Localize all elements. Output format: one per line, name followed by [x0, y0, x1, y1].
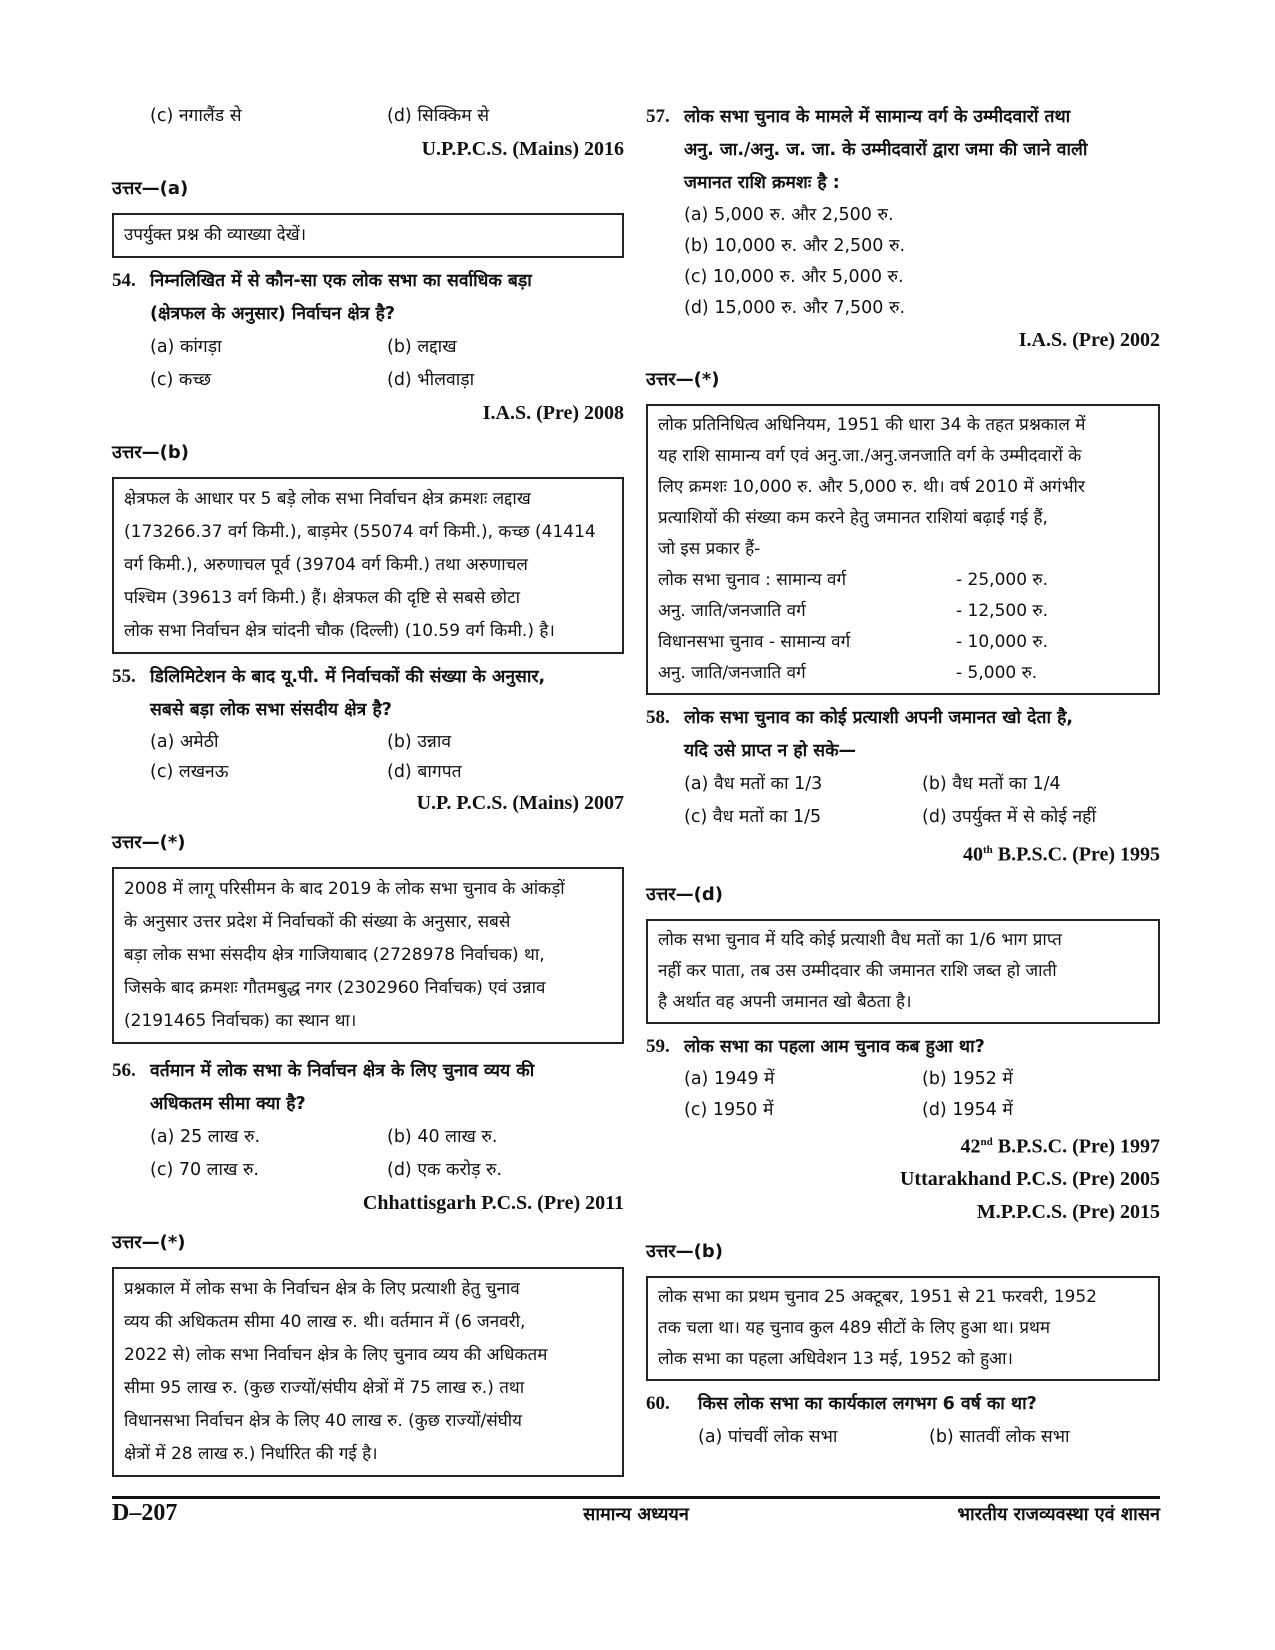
source-text: B.P.S.C. (Pre) 1997 — [992, 1135, 1160, 1158]
left-column — [112, 100, 624, 1483]
question-57 — [646, 100, 1160, 200]
explanation-line: तक चला था। यह चुनाव कुल 489 सीटों के लिए हुआ था। प्रथम — [658, 1318, 1051, 1339]
explanation-line: लोक प्रतिनिधित्व अधिनियम, 1951 की धारा 34 के तहत प्रश्नकाल में — [658, 415, 1086, 435]
explanation-line: व्यय की अधिकतम सीमा 40 लाख रु. थी। वर्तमान में (6 जनवरी, — [124, 1312, 526, 1332]
question-text: डिलिमिटेशन के बाद यू.पी. में निर्वाचकों की संख्या के अनुसार, — [150, 667, 546, 687]
explanation-line: जो इस प्रकार हैं- — [658, 539, 761, 559]
options-row — [112, 1121, 624, 1154]
explanation-box — [112, 213, 624, 258]
question-text: जमानत राशि क्रमशः है : — [684, 173, 840, 193]
deposit-row — [658, 565, 1148, 596]
explanation-box — [646, 919, 1160, 1024]
exam-source: U.P. P.C.S. (Mains) 2007 — [416, 792, 624, 814]
answer-label: उत्तर—(b) — [646, 1241, 724, 1263]
explanation-box — [646, 1276, 1160, 1381]
deposit-row — [658, 596, 1148, 627]
options-row — [112, 757, 624, 787]
option-c: (c) 70 लाख रु. — [150, 1160, 259, 1180]
option-b: (b) 1952 में — [922, 1068, 1013, 1089]
exam-source: U.P.P.C.S. (Mains) 2016 — [421, 138, 624, 160]
explanation-line: विधानसभा निर्वाचन क्षेत्र के लिए 40 लाख रु. (कुछ राज्यों/संघीय — [124, 1411, 523, 1431]
deposit-value: - 25,000 रु. — [956, 570, 1048, 590]
option-c: (c) कच्छ — [150, 370, 211, 390]
deposit-label: लोक सभा चुनाव : सामान्य वर्ग — [658, 570, 847, 590]
answer-label: उत्तर—(b) — [112, 442, 190, 463]
option-c: (c) लखनऊ — [150, 762, 229, 782]
explanation-line: 2022 से) लोक सभा निर्वाचन क्षेत्र के लिए चुनाव व्यय की अधिकतम — [124, 1345, 548, 1365]
option-a: (a) 5,000 रु. और 2,500 रु. — [684, 205, 894, 225]
source-number: 40 — [963, 843, 983, 866]
option-b: (b) लद्दाख — [387, 337, 457, 357]
option-d: (d) उपर्युक्त में से कोई नहीं — [922, 807, 1097, 827]
answer-label: उत्तर—(*) — [112, 1232, 186, 1253]
option-d: (d) एक करोड़ रु. — [387, 1160, 503, 1180]
question-text: सबसे बड़ा लोक सभा संसदीय क्षेत्र है? — [150, 700, 392, 720]
footer-chapter: भारतीय राजव्यवस्था एवं शासन — [957, 1504, 1160, 1525]
question-text: लोक सभा चुनाव का कोई प्रत्याशी अपनी जमानत खो देता है, — [684, 708, 1074, 728]
deposit-row — [658, 658, 1148, 689]
deposit-value: - 12,500 रु. — [956, 601, 1048, 621]
option-c: (c) वैध मतों का 1/5 — [684, 807, 822, 827]
exam-source: M.P.P.C.S. (Pre) 2015 — [976, 1201, 1160, 1224]
source-number: 42 — [960, 1135, 981, 1158]
deposit-label: अनु. जाति/जनजाति वर्ग — [658, 601, 806, 621]
question-number: 58. — [646, 707, 670, 728]
question-54 — [112, 264, 624, 331]
deposit-label: विधानसभा चुनाव - सामान्य वर्ग — [658, 632, 851, 652]
options-row — [646, 1064, 1160, 1095]
explanation-box — [112, 867, 624, 1044]
options-row — [112, 727, 624, 757]
question-number: 59. — [646, 1035, 670, 1057]
answer-label: उत्तर—(*) — [112, 832, 186, 853]
deposit-label: अनु. जाति/जनजाति वर्ग — [658, 663, 806, 683]
page-number: D–207 — [112, 1500, 178, 1526]
options-row — [646, 1421, 1160, 1454]
question-text: निम्नलिखित में से कौन-सा एक लोक सभा का सर्वाधिक बड़ा — [150, 271, 532, 291]
option-a: (a) वैध मतों का 1/3 — [684, 774, 823, 794]
question-number: 57. — [646, 106, 670, 127]
explanation-line: यह राशि सामान्य वर्ग एवं अनु.जा./अनु.जनजाति वर्ग के उम्मीदवारों के — [658, 446, 1082, 466]
question-number: 60. — [646, 1393, 670, 1415]
explanation-line: प्रश्नकाल में लोक सभा के निर्वाचन क्षेत्र के लिए प्रत्याशी हेतु चुनाव — [124, 1279, 520, 1299]
option-d: (d) 1954 में — [922, 1099, 1013, 1120]
source-ordinal: th — [983, 844, 993, 856]
question-number: 55. — [112, 666, 136, 687]
question-59 — [646, 1030, 1160, 1064]
option-a: (a) 1949 में — [684, 1068, 775, 1089]
explanation-box — [112, 1267, 624, 1477]
explanation-line: लोक सभा निर्वाचन क्षेत्र चांदनी चौक (दिल्ली) (10.59 वर्ग किमी.) है। — [124, 621, 555, 641]
options-row — [112, 1154, 624, 1187]
option-c: (c) 10,000 रु. और 5,000 रु. — [684, 267, 904, 287]
explanation-line: बड़ा लोक सभा संसदीय क्षेत्र गाजियाबाद (2728978 निर्वाचक) था, — [124, 945, 545, 965]
exam-source: Chhattisgarh P.C.S. (Pre) 2011 — [362, 1192, 624, 1214]
answer-label: उत्तर—(a) — [112, 178, 189, 199]
question-text: किस लोक सभा का कार्यकाल लगभग 6 वर्ष का था? — [698, 1394, 1037, 1415]
explanation-box — [646, 404, 1160, 695]
explanation-line: क्षेत्रफल के आधार पर 5 बड़े लोक सभा निर्वाचन क्षेत्र क्रमशः लद्दाख — [124, 489, 531, 509]
deposit-row — [658, 627, 1148, 658]
option-a: (a) 25 लाख रु. — [150, 1127, 261, 1147]
answer-label: उत्तर—(*) — [646, 369, 720, 390]
option-b: (b) 40 लाख रु. — [387, 1127, 498, 1147]
page-footer — [112, 1500, 1160, 1530]
explanation-line: लिए क्रमशः 10,000 रु. और 5,000 रु. थी। वर्ष 2010 में अगंभीर — [658, 477, 1085, 497]
exam-source — [646, 1126, 1160, 1164]
prev-options-row — [112, 100, 624, 133]
explanation-line: (173266.37 वर्ग किमी.), बाड़मेर (55074 वर्ग किमी.), कच्छ (41414 — [124, 522, 596, 542]
exam-source: Uttarakhand P.C.S. (Pre) 2005 — [899, 1168, 1160, 1191]
options-row — [112, 364, 624, 397]
explanation-line: (2191465 निर्वाचक) का स्थान था। — [124, 1011, 357, 1031]
deposit-value: - 10,000 रु. — [956, 632, 1048, 652]
explanation-line: लोक सभा चुनाव में यदि कोई प्रत्याशी वैध मतों का 1/6 भाग प्राप्त — [658, 929, 1062, 950]
explanation-line: क्षेत्रों में 28 लाख रु.) निर्धारित की गई है। — [124, 1444, 378, 1464]
exam-source: I.A.S. (Pre) 2008 — [482, 402, 624, 424]
question-60 — [646, 1387, 1160, 1421]
option-a: (a) पांचवीं लोक सभा — [698, 1427, 838, 1448]
question-55 — [112, 660, 624, 727]
option-b: (b) सातवीं लोक सभा — [929, 1427, 1070, 1448]
options-row — [646, 1095, 1160, 1126]
option-a: (a) कांगड़ा — [150, 337, 222, 357]
question-58 — [646, 701, 1160, 768]
option-d: (d) बागपत — [387, 762, 462, 782]
explanation-line: लोक सभा का प्रथम चुनाव 25 अक्टूबर, 1951 से 21 फरवरी, 1952 — [658, 1287, 1097, 1308]
question-text: अनु. जा./अनु. ज. जा. के उम्मीदवारों द्वारा जमा की जाने वाली — [684, 140, 1088, 160]
option-d: (d) 15,000 रु. और 7,500 रु. — [684, 298, 906, 318]
option-a: (a) अमेठी — [150, 732, 219, 752]
question-text: वर्तमान में लोक सभा के निर्वाचन क्षेत्र के लिए चुनाव व्यय की — [150, 1061, 535, 1081]
option-d: (d) भीलवाड़ा — [387, 370, 475, 390]
question-number: 56. — [112, 1060, 136, 1081]
explanation-line: जिसके बाद क्रमशः गौतमबुद्ध नगर (2302960 निर्वाचक) एवं उन्नाव — [124, 978, 546, 998]
explanation-line: के अनुसार उत्तर प्रदेश में निर्वाचकों की संख्या के अनुसार, सबसे — [124, 912, 511, 932]
source-ordinal: nd — [980, 1135, 993, 1148]
option-c: (c) नगालैंड से — [150, 106, 242, 126]
option-b: (b) 10,000 रु. और 2,500 रु. — [684, 236, 906, 256]
answer-label: उत्तर—(d) — [646, 883, 724, 905]
explanation-line: उपर्युक्त प्रश्न की व्याख्या देखें। — [124, 225, 307, 245]
option-d: (d) सिक्किम से — [387, 106, 490, 126]
explanation-line: सीमा 95 लाख रु. (कुछ राज्यों/संघीय क्षेत्रों में 75 लाख रु.) तथा — [124, 1378, 525, 1398]
explanation-line: नहीं कर पाता, तब उस उम्मीदवार की जमानत राशि जब्त हो जाती — [658, 960, 1057, 981]
question-text: लोक सभा का पहला आम चुनाव कब हुआ था? — [684, 1036, 985, 1057]
footer-subject: सामान्य अध्ययन — [583, 1504, 689, 1525]
question-text: यदि उसे प्राप्त न हो सके— — [684, 741, 857, 761]
explanation-box — [112, 477, 624, 654]
explanation-line: लोक सभा का पहला अधिवेशन 13 मई, 1952 को हुआ। — [658, 1349, 1013, 1370]
explanation-line: है अर्थात वह अपनी जमानत खो बैठता है। — [658, 991, 912, 1012]
right-column — [646, 100, 1160, 1454]
deposit-value: - 5,000 रु. — [956, 663, 1038, 683]
exam-source — [646, 834, 1160, 872]
option-b: (b) उन्नाव — [387, 732, 452, 752]
question-56 — [112, 1054, 624, 1121]
explanation-line: वर्ग किमी.), अरुणाचल पूर्व (39704 वर्ग किमी.) तथा अरुणाचल — [124, 555, 528, 575]
options-row — [646, 768, 1160, 801]
question-number: 54. — [112, 270, 136, 291]
explanation-line: 2008 में लागू परिसीमन के बाद 2019 के लोक सभा चुनाव के आंकड़ों — [124, 879, 565, 899]
option-c: (c) 1950 में — [684, 1099, 774, 1120]
question-text: (क्षेत्रफल के अनुसार) निर्वाचन क्षेत्र है? — [150, 304, 396, 324]
explanation-line: पश्चिम (39613 वर्ग किमी.) हैं। क्षेत्रफल की दृष्टि से सबसे छोटा — [124, 588, 521, 608]
question-text: अधिकतम सीमा क्या है? — [150, 1094, 306, 1114]
explanation-line: प्रत्याशियों की संख्या कम करने हेतु जमानत राशियां बढ़ाई गई हैं, — [658, 508, 1048, 528]
option-b: (b) वैध मतों का 1/4 — [922, 774, 1061, 794]
options-row — [112, 331, 624, 364]
question-text: लोक सभा चुनाव के मामले में सामान्य वर्ग के उम्मीदवारों तथा — [684, 107, 1071, 127]
exam-source: I.A.S. (Pre) 2002 — [1018, 329, 1160, 351]
source-text: B.P.S.C. (Pre) 1995 — [992, 843, 1160, 866]
footer-rule — [112, 1496, 1160, 1499]
options-row — [646, 801, 1160, 834]
